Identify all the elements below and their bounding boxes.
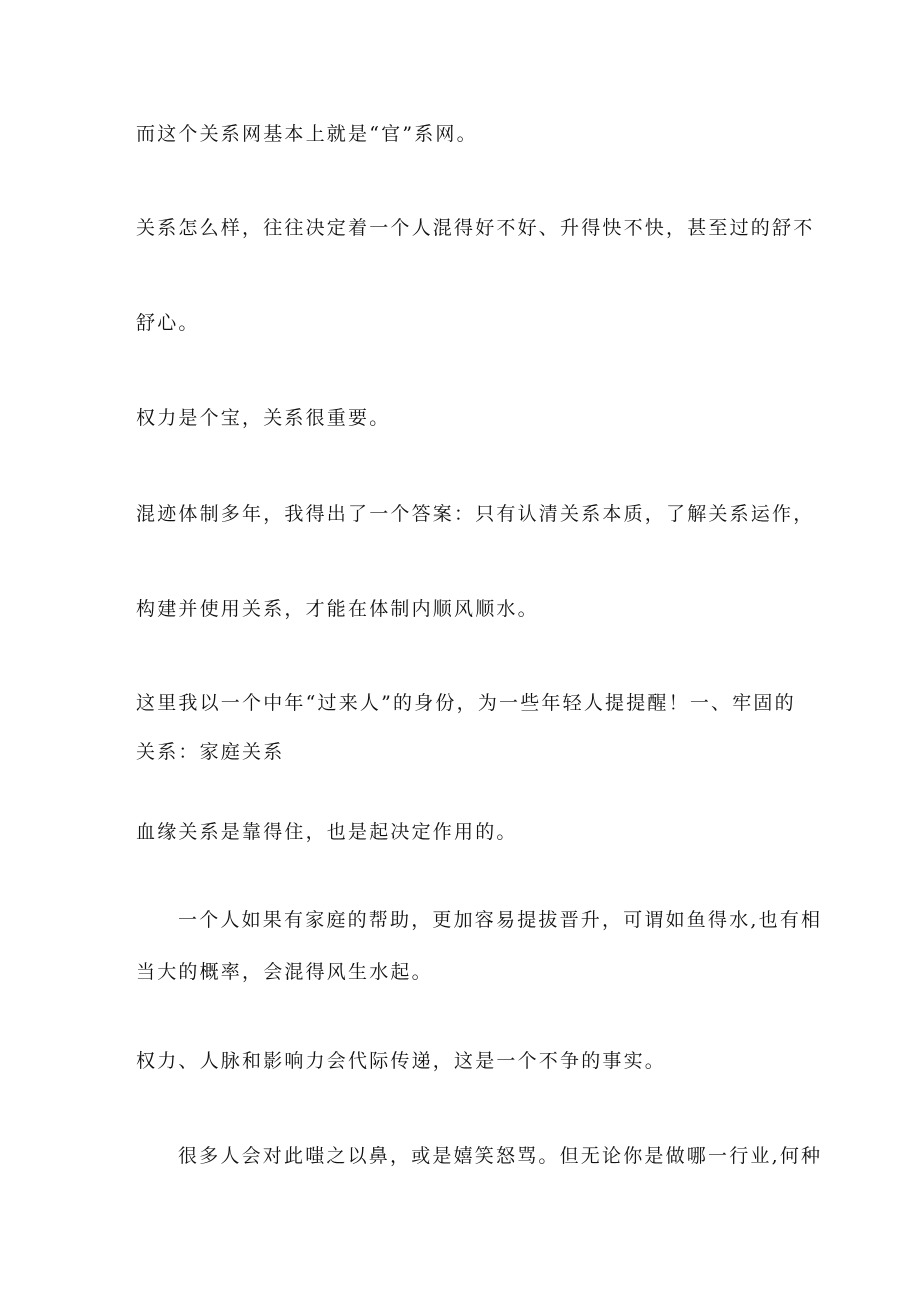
text-line: 关系怎么样，往往决定着一个人混得好不好、升得快不快，甚至过的舒不	[136, 217, 815, 239]
text-line: 构建并使用关系，才能在体制内顺风顺水。	[136, 598, 539, 620]
text-line: 一个人如果有家庭的帮助，更加容易提拔晋升，可谓如鱼得水,也有相	[178, 909, 823, 931]
text-line: 很多人会对此嗤之以鼻，或是嬉笑怒骂。但无论你是做哪一行业,何种	[178, 1145, 823, 1167]
text-line: 关系：家庭关系	[136, 741, 285, 763]
text-line: 这里我以一个中年“过来人”的身份，为一些年轻人提提醒！一、牢固的	[136, 692, 796, 714]
text-line: 而这个关系网基本上就是“官”系网。	[136, 123, 478, 145]
text-line: 权力是个宝，关系很重要。	[136, 407, 391, 429]
text-line: 权力、人脉和影响力会代际传递，这是一个不争的事实。	[136, 1050, 667, 1072]
text-line: 当大的概率，会混得风生水起。	[136, 961, 433, 983]
text-line: 舒心。	[136, 312, 200, 334]
text-line: 混迹体制多年，我得出了一个答案：只有认清关系本质，了解关系运作，	[136, 503, 815, 525]
text-line: 血缘关系是靠得住，也是起决定作用的。	[136, 821, 518, 843]
